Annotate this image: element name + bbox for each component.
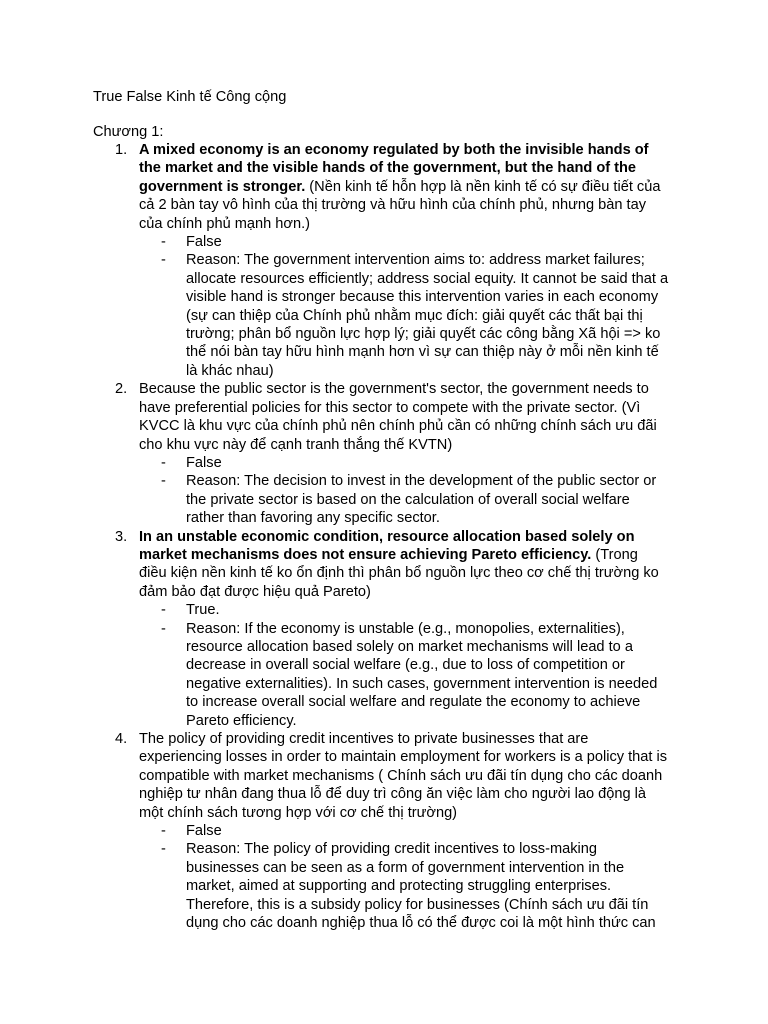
question-translation: (Nền kinh tế hỗn hợp là nền kinh tế có sự điều tiết của cả 2 bàn tay vô hình của thị trường và hữu hình của chính phủ, nhưng bàn tay của chính phủ mạnh hơn.) [139,178,661,232]
reason-text: Reason: The policy of providing credit incentives to loss-making businesses can be seen as a form of government intervention in the market, aimed at supporting and protecting struggling enterprises. Therefore, this is a subsidy policy for businesses (Chính sách ưu đãi tín dụng cho các doanh nghiệp thua lỗ có thể được coi là một hình thức can [186,841,656,932]
question-number: 1. [115,142,128,158]
question-statement-bold: A mixed economy is an economy regulated by both the invisible hands of the market and the visible hands of the government, but the hand of the government is stronger. [139,142,649,195]
chapter-heading: Chương 1: [93,124,164,140]
answer-text: False [186,234,222,251]
answer-line [161,233,670,251]
question-item-3 [115,528,669,730]
dash-bullet: - [161,620,166,637]
question-text [139,528,669,602]
question-statement-bold: In an unstable economic condition, resource allocation based solely on market mechanisms does not ensure achieving Pareto efficiency. [139,528,635,563]
dash-bullet: - [161,841,166,858]
answer-line [161,601,670,619]
reason-text: Reason: The decision to invest in the development of the public sector or the private sector is based on the calculation of overall social welfare rather than favoring any specific sector. [186,473,657,527]
answer-line [161,822,670,840]
dash-bullet: - [161,454,166,471]
answer-text: False [186,454,222,471]
dash-bullet: - [161,234,166,251]
question-list [0,141,768,932]
dash-bullet: - [161,823,166,840]
document-title: True False Kinh tế Công cộng [93,89,287,105]
question-number: 3. [115,528,128,545]
question-text [139,141,669,233]
reason-line [161,251,670,380]
dash-bullet: - [161,473,166,490]
question-item-1 [115,141,669,380]
question-translation: (Trong điều kiện nền kinh tế ko ổn định thì phân bổ nguồn lực theo cơ chế thị trường ko đảm bảo đạt được hiệu quả Pareto) [139,546,659,600]
question-statement: Because the public sector is the government's sector, the government needs to have preferential policies for this sector to compete with the private sector. (Vì KVCC là khu vực của chính phủ nên chính phủ cần có những chính sách ưu đãi cho khu vực này để cạnh tranh thắng thế KVTN) [139,381,657,453]
reason-line [161,620,670,730]
question-number: 4. [115,731,128,747]
reason-text: Reason: The government intervention aims to: address market failures; allocate resources efficiently; address social equity. It cannot be said that a visible hand is stronger because this intervention varies in each economy (sự can thiệp của Chính phủ nhằm mục đích: giải quyết các thất bại thị trường; phân bổ nguồn lực hợp lý; giải quyết các công bằng Xã hội => ko thể nói bàn tay hữu hình mạnh hơn vì sự can thiệp này ở mỗi nền kinh tế là khác nhau) [186,252,669,379]
answer-text: False [186,823,222,840]
question-text [139,380,669,454]
dash-bullet: - [161,252,166,269]
question-number: 2. [115,381,128,398]
reason-text: Reason: If the economy is unstable (e.g., monopolies, externalities), resource allocation based solely on market mechanisms will lead to a decrease in overall social welfare (e.g., due to loss of competition or negative externalities). In such cases, government intervention is needed to increase overall social welfare and regulate the economy to achieve Pareto efficiency. [186,620,658,729]
reason-line [161,840,670,932]
question-statement: The policy of providing credit incentives to private businesses that are experiencing losses in order to maintain employment for workers is a policy that is compatible with market mechanisms ( Chính sách ưu đãi tín dụng cho các doanh nghiệp tư nhân đang thua lỗ để duy trì công ăn việc làm cho người lao động là một chính sách tương hợp với cơ chế thị trường) [139,731,668,821]
question-text [139,730,669,822]
answer-text: True. [186,602,220,619]
dash-bullet: - [161,602,166,619]
question-item-2 [115,380,669,527]
answer-line [161,454,670,472]
question-item-4 [115,730,669,932]
reason-line [161,472,670,527]
